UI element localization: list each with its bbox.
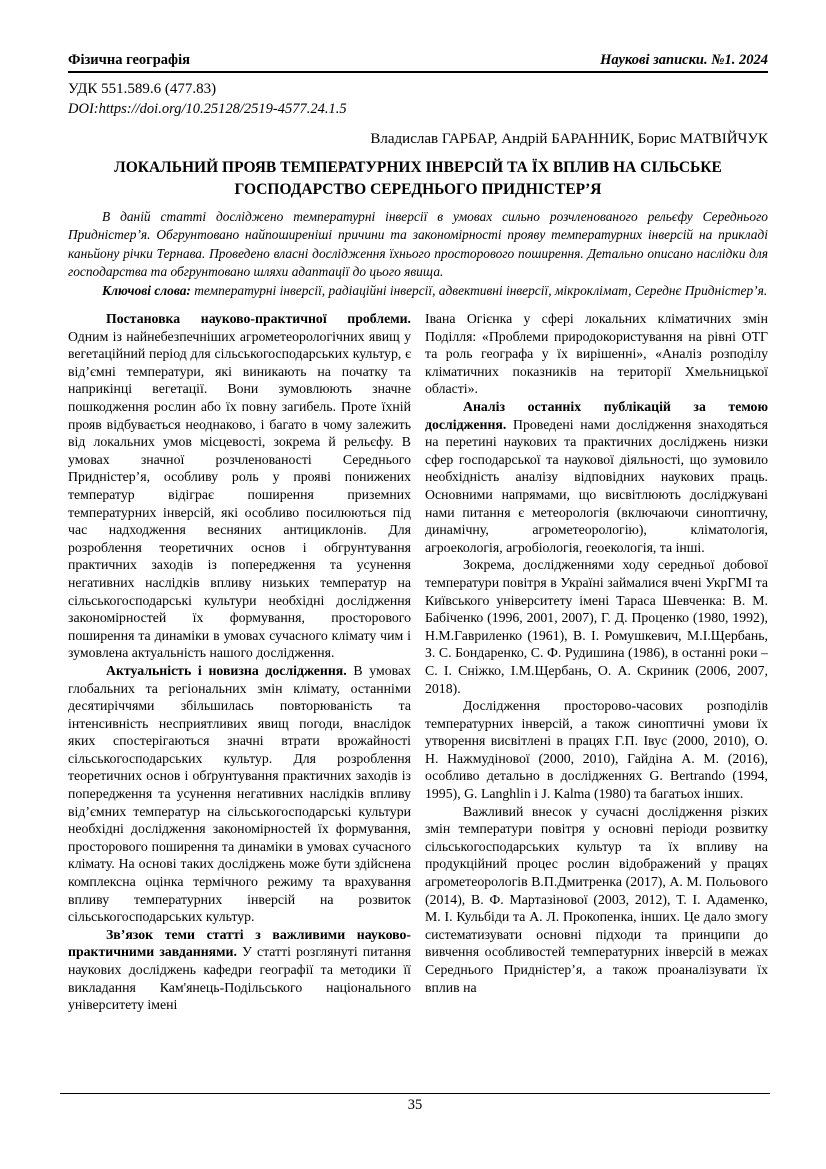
paragraph-lead: Аналіз останніх публікацій за темою дослідження. bbox=[425, 399, 768, 432]
paragraph-text: Дослідження просторово-часових розподілів температурних інверсій, а також синоптичні умови їх утворення висвітлені в працях Г.П. Івус (2000, 2010), О. Н. Нажмудінової (2000, 2010), Гайдіна А. М. (2016), особливо детально в дослідженнях G. Bertrando (1994, 1995), G. Langhlin і J. Kalma (1980) та багатьох інших. bbox=[425, 698, 768, 802]
article-title: ЛОКАЛЬНИЙ ПРОЯВ ТЕМПЕРАТУРНИХ ІНВЕРСІЙ ТА ЇХ ВПЛИВ НА СІЛЬСЬКЕ ГОСПОДАРСТВО СЕРЕДНЬОГО ПРИДНІСТЕР’Я bbox=[114, 159, 722, 198]
journal-header bbox=[68, 52, 768, 73]
paragraph-lead: Актуальність і новизна дослідження. bbox=[106, 662, 347, 678]
right-column bbox=[425, 310, 768, 1014]
paragraph-agrometeorology-contribution bbox=[425, 803, 768, 997]
paragraph-publications-analysis bbox=[425, 398, 768, 556]
abstract-text: В даній статті досліджено температурні інверсії в умовах сильно розчленованого рельєфу Середнього Придністер’я. Обгрунтовано найпоширеніші причини та закономірності прояву температурних інверсій на прикладі каньйону річки Тернава. Проведено власні дослідження їхнього просторового поширення. Детально описано наслідки для господарства та обгрунтовано шляхи адаптації до цього явища. bbox=[68, 209, 768, 280]
paragraph-connection bbox=[68, 926, 411, 1014]
journal-section-title: Фізична географія bbox=[68, 52, 190, 68]
page-footer bbox=[60, 1093, 770, 1114]
page-number: 35 bbox=[407, 1097, 423, 1113]
paragraph-text: Івана Огієнка у сфері локальних кліматичних змін Поділля: «Проблеми природокористування на рівні ОТГ та роль географа у їх вирішенні», «Аналіз розподілу кліматичних показників на території Хмельницької області». bbox=[425, 311, 768, 397]
left-column bbox=[68, 310, 411, 1014]
paragraph-inversion-studies bbox=[425, 697, 768, 803]
paragraph-text: Зокрема, дослідженнями ходу середньої добової температури повітря в Україні займалися вчені УкрГМІ та Київського університету імені Тараса Шевченка: В. М. Бабіченко (1996, 2001, 2007), Г. Д. Проценко (1980, 1992), Н.М.Гавриленко (1961), В. І. Ромушкевич, М.І.Щербань, З. С. Бондаренко, С. Ф. Рудишина (1986), в останні роки – С. І. Сніжко, І.М.Щербань, О. А. Скриник (2006, 2007, 2018). bbox=[425, 557, 768, 696]
paragraph-relevance bbox=[68, 662, 411, 926]
paragraph-lead: Постановка науково-практичної проблеми. bbox=[106, 311, 411, 327]
paragraph-continuation bbox=[425, 310, 768, 398]
keywords-line bbox=[68, 282, 768, 300]
journal-issue: Наукові записки. №1. 2024 bbox=[600, 52, 768, 68]
paragraph-text: Одним із найнебезпечніших агрометеорологічних явищ у вегетаційний період для сільськогосподарських культур, є від’ємні температури, які виникають на початку та наприкінці вегетації. Вони зумовлюють значне пошкодження рослин або їх повну загибель. Проте їхній прояв відбувається неоднаково, і багато в чому залежить від локальних умов місцевості, зокрема й рельєфу. В умовах значної розчленованості Середнього Придністер’я, особливу роль у прояві понижених температур відіграє поширення приземних температурних інверсій, які особливо посилюються під час надходження весняних антициклонів. Для розроблення теоретичних основ і обгрунтування практичних заходів із попередження та усунення негативних наслідків впливу низьких температур на сільськогосподарські культури необхідні дослідження закономірностей їх формування, просторового поширення та динаміки в умовах сучасного клімату чим і зумовлена актуальність нашого дослідження. bbox=[68, 328, 411, 661]
paragraph-text: Важливий внесок у сучасні дослідження різких змін температури повітря у основні періоди розвитку сільськогосподарських культур та їх впливу на продукційний процес рослин відображений у працях агрометеорологів В.П.Дмитренка (2017), А. М. Польового (2014), В. Ф. Мартазінової (2003, 2012), Т. І. Адаменко, М. І. Кульбіди та А. Л. Прокопенка, інших. Це дало змогу систематизувати основні підходи та принципи до вивчення особливостей температурних інверсій в межах Середнього Придністер’я, а також проаналізувати їх вплив на bbox=[425, 803, 768, 995]
paragraph-text: В умовах глобальних та регіональних змін клімату, останніми десятиріччями збільшилась повторюваність та інтенсивність несприятливих явищ погоди, внаслідок яких спостерігаються значні втрати врожайності сільськогосподарських культур. Для розроблення теоретичних основ і обґрунтування практичних заходів із попередження та усунення негативних наслідків впливу від’ємних температур на сільськогосподарські культури необхідні дослідження закономірностей їх формування, просторового поширення та динаміки в умовах сучасного клімату. На основі таких досліджень може бути здійснена комплексна оцінка термічного режиму та врахування впливу температурних інверсій на розвиток сільськогосподарських культур. bbox=[68, 662, 411, 925]
paragraph-lead: Зв’язок теми статті з важливими науково-практичними завданнями. bbox=[68, 926, 411, 960]
body-columns bbox=[68, 310, 768, 1014]
udc-line: УДК 551.589.6 (477.83) bbox=[68, 81, 217, 97]
authors-line: Владислав ГАРБАР, Андрій БАРАННИК, Борис МАТВІЙЧУК bbox=[370, 131, 768, 147]
doi-line: DOI:https://doi.org/10.25128/2519-4577.24.1.5 bbox=[68, 101, 347, 117]
paragraph-text: Проведені нами дослідження знаходяться на перетині наукових та практичних досліджень низки сфер господарської та наукової діяльності, що зумовило необхідність аналізу відповідних наукових праць. Основними напрямами, що висвітлюють досліджувані нами питання є метеорологія (включаючи синоптичну, динамічну, агрометеорологію), кліматологія, агроекологія, агробіологія, геоекологія, та інші. bbox=[425, 416, 768, 555]
paragraph-text: У статті розглянуті питання наукових досліджень кафедри географії та методики її викладання Кам'янець-Подільського національного університету імені bbox=[68, 944, 412, 1013]
keywords-text: температурні інверсії, радіаційні інверсії, адвективні інверсії, мікроклімат, Середнє Придністер’я. bbox=[190, 282, 768, 298]
paragraph-problem-statement bbox=[68, 310, 411, 662]
abstract-block bbox=[68, 208, 768, 300]
keywords-label: Ключові слова: bbox=[102, 282, 191, 298]
paragraph-temperature-studies bbox=[425, 556, 768, 697]
